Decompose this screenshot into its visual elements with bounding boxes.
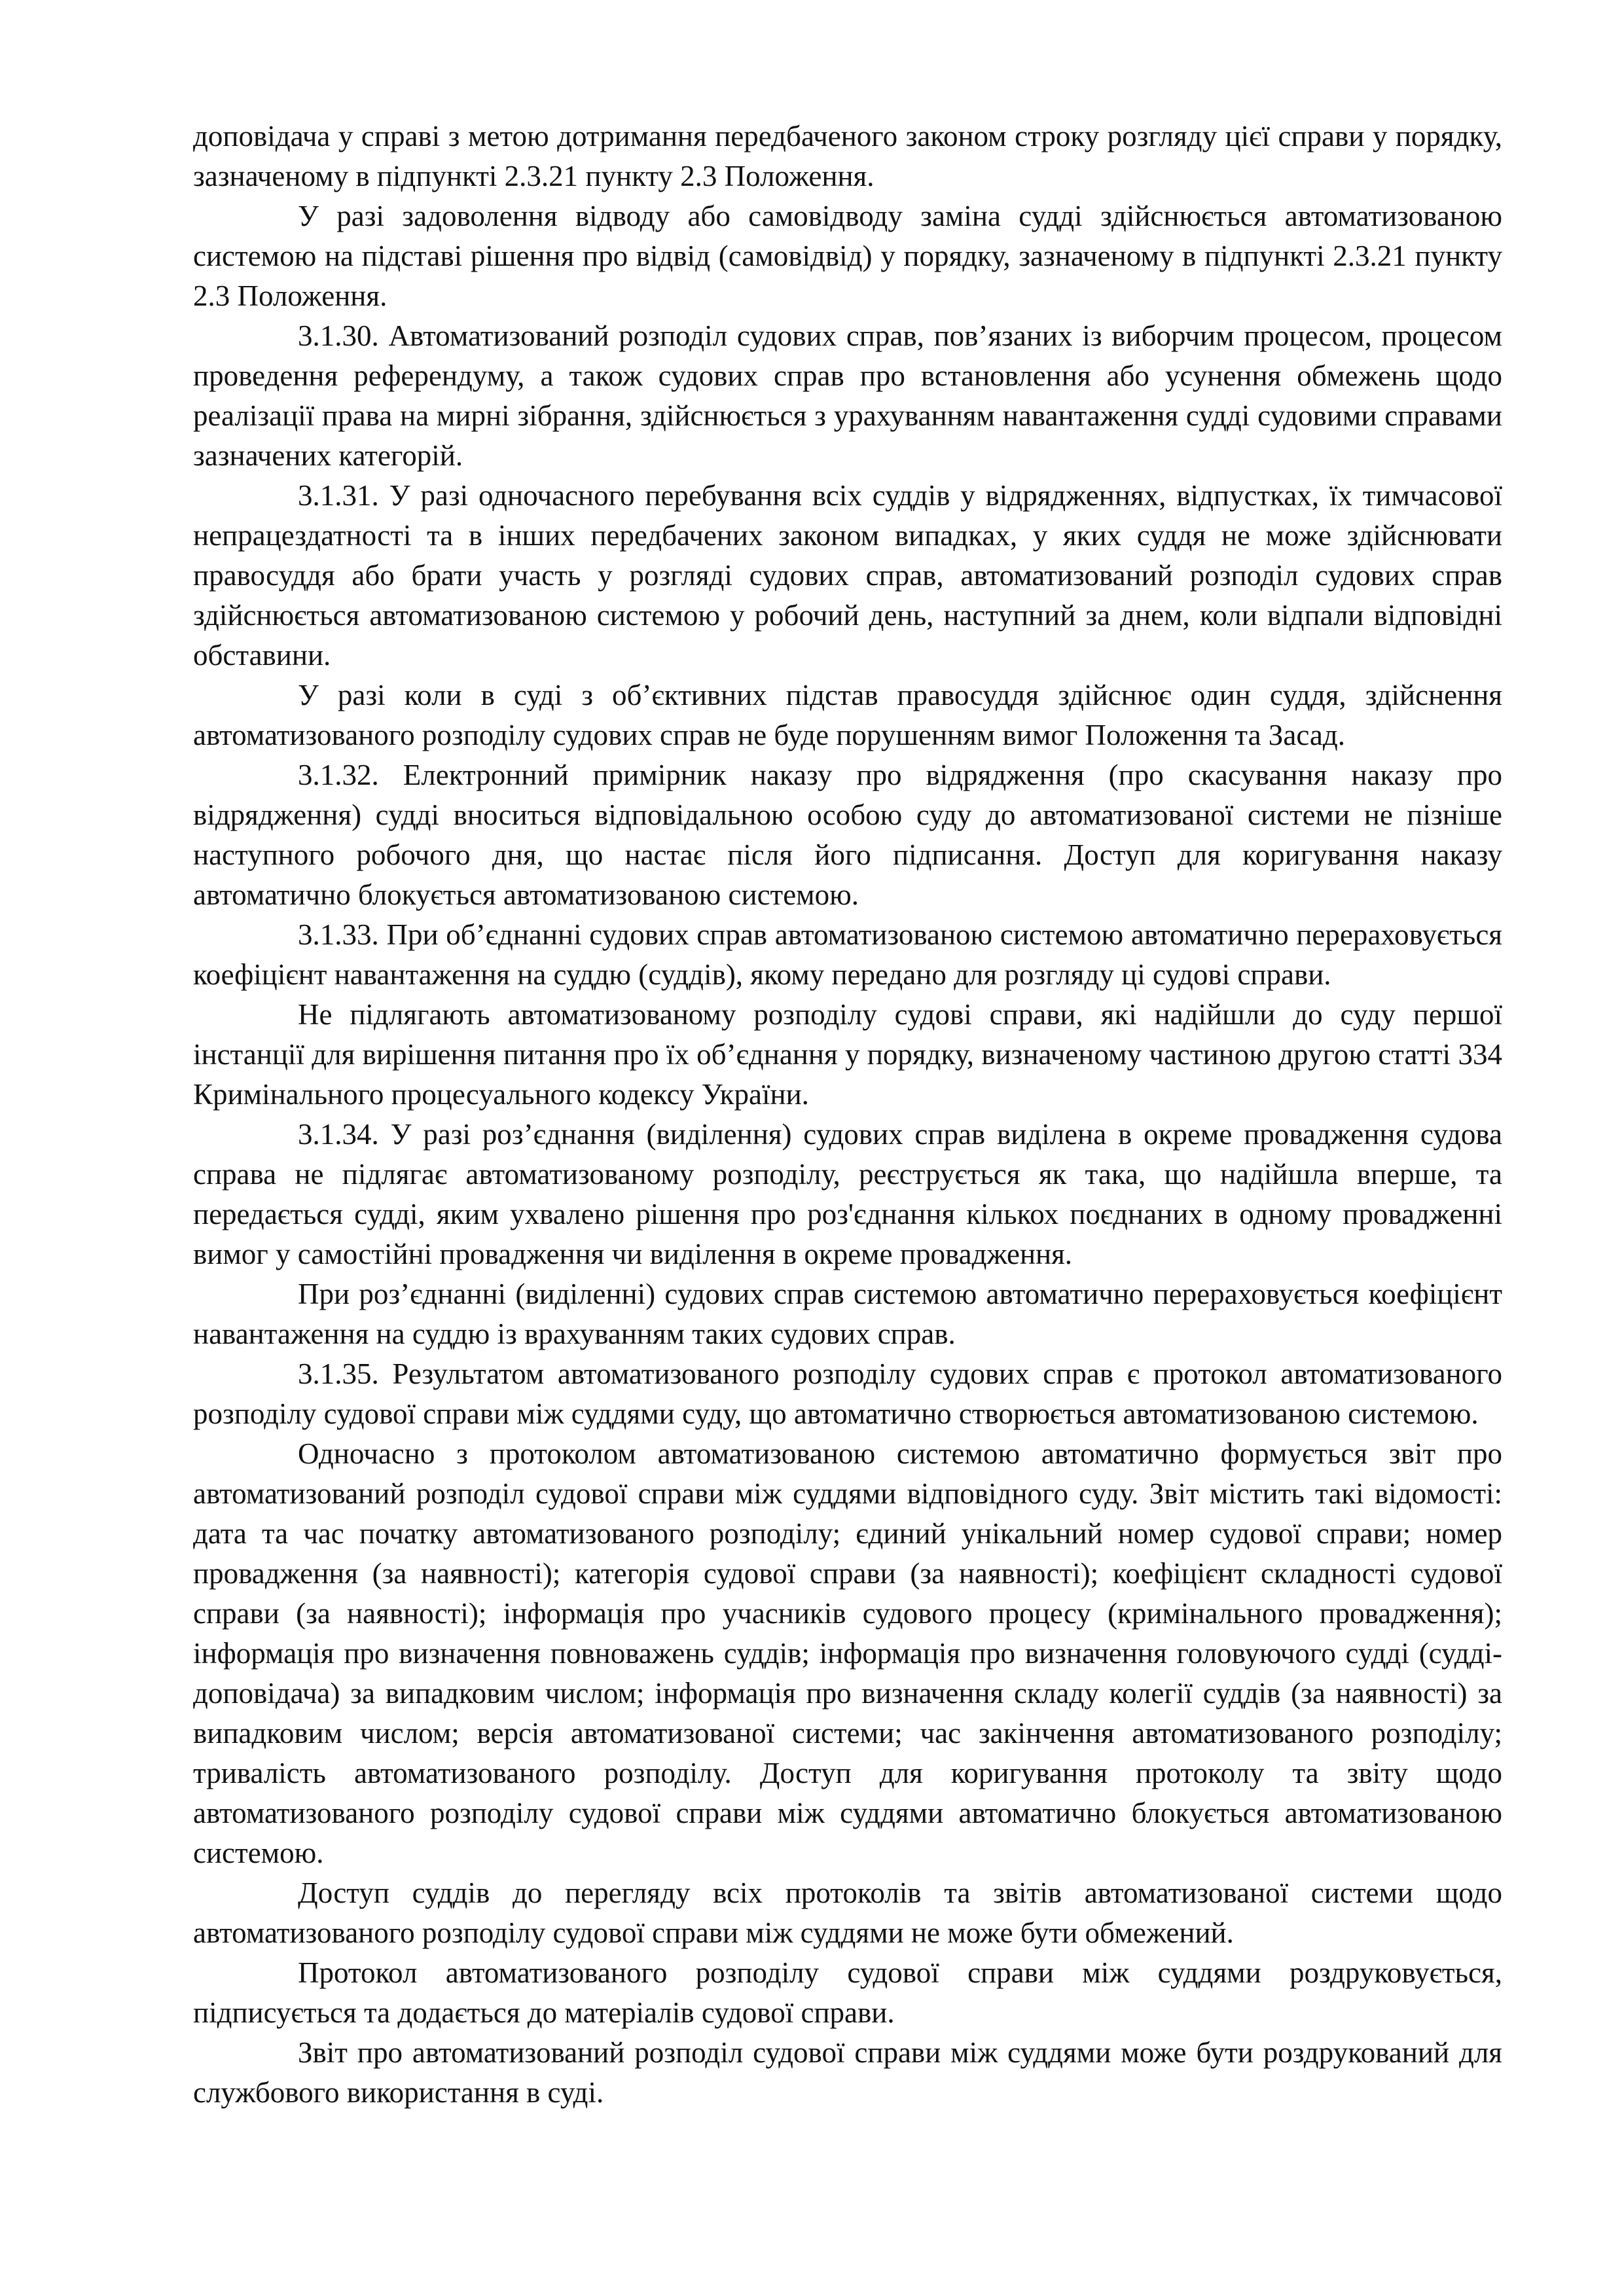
paragraph-3-1-34: 3.1.34. У разі роз’єднання (виділення) судових справ виділена в окреме провадження судова справа не підлягає автоматизованому розподілу, реєструється як така, що надійшла вперше, та передається судді, яким ухвалено рішення про роз'єднання кількох поєднаних в одному провадженні вимог у самостійні провадження чи виділення в окреме провадження.: [193, 1118, 1502, 1270]
paragraph-separation: При роз’єднанні (виділенні) судових справ системою автоматично перераховується коефіцієнт навантаження на суддю із врахуванням таких судових справ.: [193, 1278, 1502, 1350]
paragraph-3-1-35: 3.1.35. Результатом автоматизованого розподілу судових справ є протокол автоматизованого розподілу судової справи між суддями суду, що автоматично створюється автоматизованою системою.: [193, 1357, 1502, 1430]
paragraph-report: Одночасно з протоколом автоматизованою системою автоматично формується звіт про автоматизований розподіл судової справи між суддями відповідного суду. Звіт містить такі відомості: дата та час початку автоматизованого розподілу; єдиний унікальний номер судової справи; номер провадження (за наявності); категорія судової справи (за наявності); коефіцієнт складності судової справи (за наявності); інформація про учасників судового процесу (кримінального провадження); інформація про визначення повноважень суддів; інформація про визначення головуючого судді (судді-доповідача) за випадковим числом; інформація про визначення складу колегії суддів (за наявності) за випадковим числом; версія автоматизованої системи; час закінчення автоматизованого розподілу; тривалість автоматизованого розподілу. Доступ для коригування протоколу та звіту щодо автоматизованого розподілу судової справи між суддями автоматично блокується автоматизованою системою.: [193, 1437, 1502, 1869]
paragraph-access: Доступ суддів до перегляду всіх протоколів та звітів автоматизованої системи щодо автоматизованого розподілу судової справи між суддями не може бути обмежений.: [193, 1876, 1502, 1949]
paragraph-3-1-31: 3.1.31. У разі одночасного перебування всіх суддів у відрядженнях, відпустках, їх тимчасової непрацездатності та в інших передбачених законом випадках, у яких суддя не може здійснювати правосуддя або брати участь у розгляді судових справ, автоматизований розподіл судових справ здійснюється автоматизованою системою у робочий день, наступний за днем, коли відпали відповідні обставини.: [193, 479, 1502, 672]
paragraph-3-1-33: 3.1.33. При об’єднанні судових справ автоматизованою системою автоматично перераховується коефіцієнт навантаження на суддю (суддів), якому передано для розгляду ці судові справи.: [193, 918, 1502, 991]
paragraph-3-1-30: 3.1.30. Автоматизований розподіл судових справ, пов’язаних із виборчим процесом, процесом проведення референдуму, а також судових справ про встановлення або усунення обмежень щодо реалізації права на мирні зібрання, здійснюється з урахуванням навантаження судді судовими справами зазначених категорій.: [193, 319, 1502, 472]
paragraph-continuation: доповідача у справі з метою дотримання передбаченого законом строку розгляду цієї справи у порядку, зазначеному в підпункті 2.3.21 пункту 2.3 Положення.: [193, 120, 1502, 192]
paragraph-3-1-32: 3.1.32. Електронний примірник наказу про відрядження (про скасування наказу про відрядження) судді вноситься відповідальною особою суду до автоматизованої системи не пізніше наступного робочого дня, що настає після його підписання. Доступ для коригування наказу автоматично блокується автоматизованою системою.: [193, 759, 1502, 911]
paragraph-single-judge: У разі коли в суді з об’єктивних підстав правосуддя здійснює один суддя, здійснення автоматизованого розподілу судових справ не буде порушенням вимог Положення та Засад.: [193, 679, 1502, 751]
document-body: [193, 117, 1502, 2113]
paragraph-protocol-print: Протокол автоматизованого розподілу судової справи між суддями роздруковується, підписується та додається до матеріалів судової справи.: [193, 1956, 1502, 2029]
paragraph-not-subject: Не підлягають автоматизованому розподілу судові справи, які надійшли до суду першої інстанції для вирішення питання про їх об’єднання у порядку, визначеному частиною другою статті 334 Кримінального процесуального кодексу України.: [193, 998, 1502, 1111]
paragraph-report-print: Звіт про автоматизований розподіл судової справи між суддями може бути роздрукований для службового використання в суді.: [193, 2036, 1502, 2109]
paragraph-recusal: У разі задоволення відводу або самовідводу заміна судді здійснюється автоматизованою системою на підставі рішення про відвід (самовідвід) у порядку, зазначеному в підпункті 2.3.21 пункту 2.3 Положення.: [193, 200, 1502, 312]
